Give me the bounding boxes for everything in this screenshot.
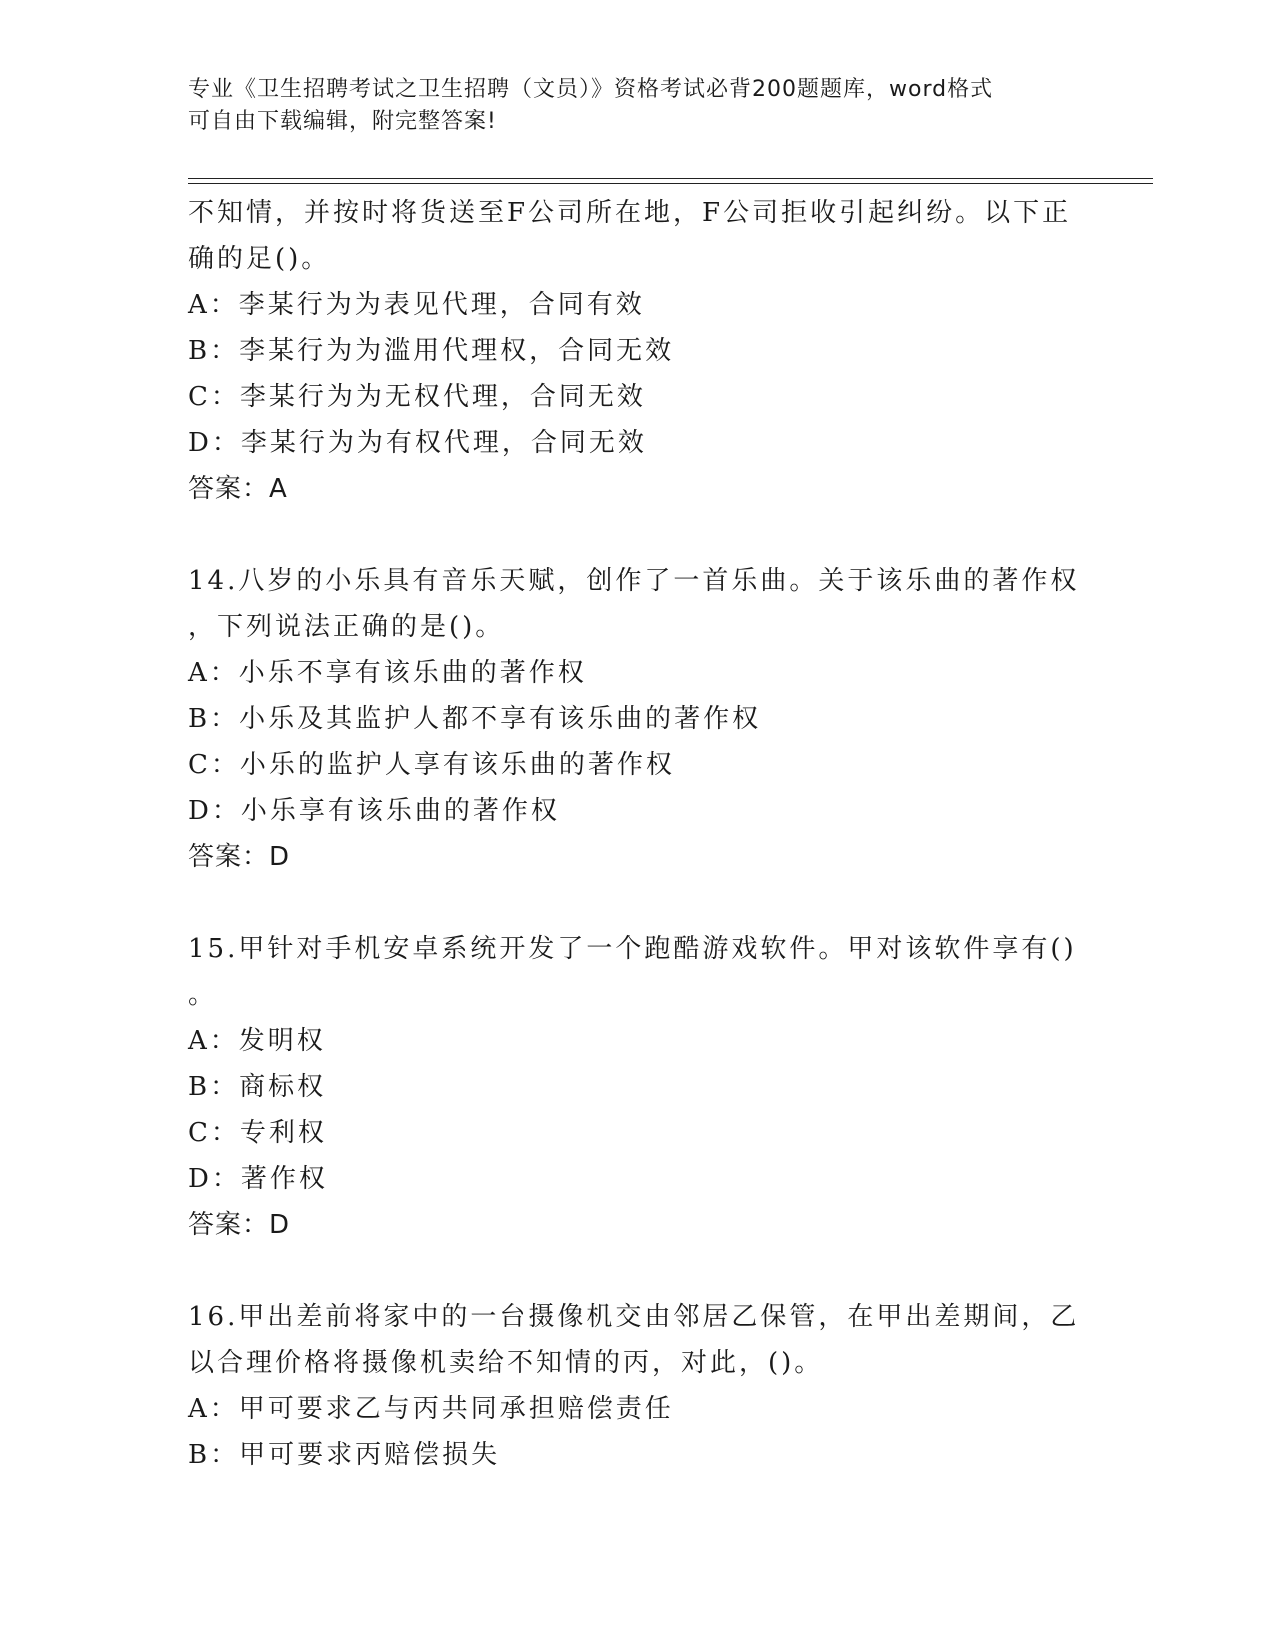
question-text-line: 16.甲出差前将家中的一台摄像机交由邻居乙保管，在甲出差期间，乙 <box>188 1302 1080 1332</box>
option-d: D：著作权 <box>188 1164 328 1194</box>
option-a: A：李某行为为表见代理，合同有效 <box>188 290 645 320</box>
option-a: A：发明权 <box>188 1026 326 1056</box>
header-rule-top <box>188 178 1153 179</box>
question-13-continued <box>188 190 1088 512</box>
option-c: C：小乐的监护人享有该乐曲的著作权 <box>188 750 675 780</box>
option-b: B：甲可要求丙赔偿损失 <box>188 1440 501 1470</box>
question-text-line: 确的足()。 <box>188 244 331 274</box>
answer-line: 答案：A <box>188 474 288 504</box>
option-a: A：小乐不享有该乐曲的著作权 <box>188 658 587 688</box>
option-c: C：李某行为为无权代理，合同无效 <box>188 382 646 412</box>
option-c: C：专利权 <box>188 1118 327 1148</box>
question-text-line: 不知情，并按时将货送至F公司所在地，F公司拒收引起纠纷。以下正 <box>188 198 1072 228</box>
spacer <box>188 880 1088 926</box>
option-d: D：李某行为为有权代理，合同无效 <box>188 428 647 458</box>
spacer <box>188 512 1088 558</box>
option-b: B：李某行为为滥用代理权，合同无效 <box>188 336 675 366</box>
spacer <box>188 1248 1088 1294</box>
option-d: D：小乐享有该乐曲的著作权 <box>188 796 560 826</box>
option-b: B：小乐及其监护人都不享有该乐曲的著作权 <box>188 704 762 734</box>
question-16 <box>188 1294 1088 1478</box>
question-list <box>188 190 1088 1478</box>
question-text-line: 以合理价格将摄像机卖给不知情的丙，对此，()。 <box>188 1348 824 1378</box>
question-text-line: 。 <box>188 980 218 1010</box>
document-header <box>188 74 1088 138</box>
header-title-line-2: 可自由下载编辑，附完整答案! <box>188 109 497 134</box>
question-14 <box>188 558 1088 880</box>
header-rule-bottom <box>188 183 1153 184</box>
question-text-line: 14.八岁的小乐具有音乐天赋，创作了一首乐曲。关于该乐曲的著作权 <box>188 566 1080 596</box>
option-b: B：商标权 <box>188 1072 327 1102</box>
answer-line: 答案：D <box>188 1210 291 1240</box>
header-title-line-1: 专业《卫生招聘考试之卫生招聘（文员）》资格考试必背200题题库，word格式 <box>188 77 994 102</box>
question-text-line: ，下列说法正确的是()。 <box>188 612 505 642</box>
answer-line: 答案：D <box>188 842 291 872</box>
question-text-line: 15.甲针对手机安卓系统开发了一个跑酷游戏软件。甲对该软件享有() <box>188 934 1077 964</box>
option-a: A：甲可要求乙与丙共同承担赔偿责任 <box>188 1394 674 1424</box>
question-15 <box>188 926 1088 1248</box>
